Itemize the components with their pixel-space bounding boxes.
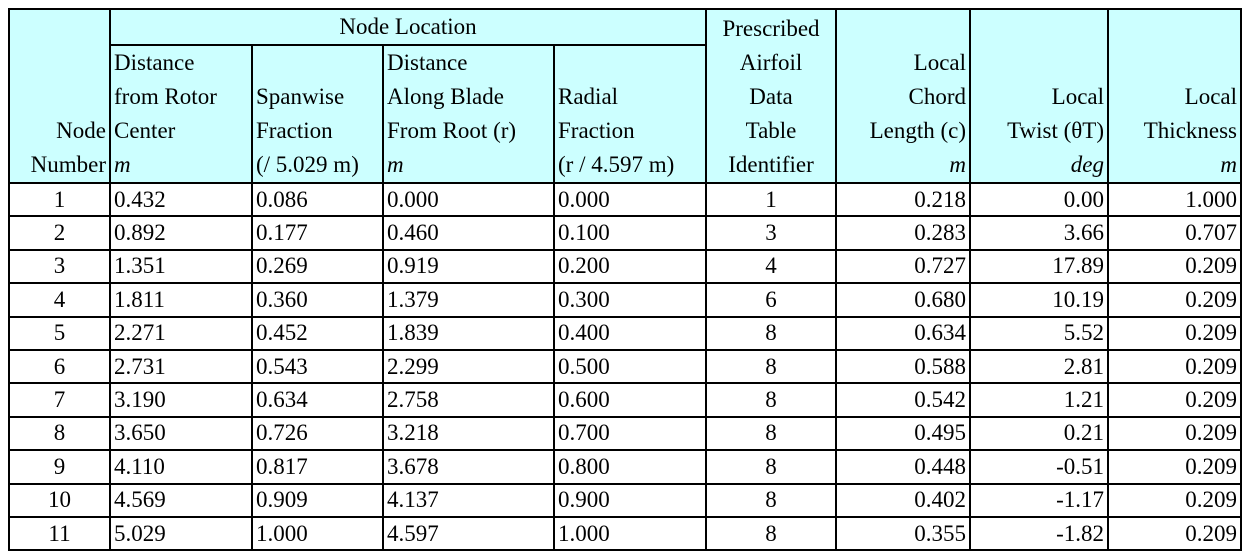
header-spanwise-fraction (252, 45, 383, 183)
cell-radial: 0.900 (554, 484, 706, 517)
cell-along: 3.218 (383, 417, 554, 450)
cell-thick: 0.209 (1108, 517, 1241, 550)
cell-span: 0.177 (252, 216, 383, 249)
header-text: Table (745, 118, 797, 143)
header-text: Fraction (256, 118, 333, 143)
header-radial-fraction (554, 45, 706, 183)
cell-node: 10 (9, 484, 110, 517)
cell-thick: 0.209 (1108, 383, 1241, 416)
table-row (9, 417, 1241, 450)
blade-node-table (8, 8, 1242, 551)
header-unit: m (1220, 152, 1238, 177)
cell-radial: 0.000 (554, 183, 706, 216)
cell-node: 7 (9, 383, 110, 416)
header-dist-rotor-center (110, 45, 252, 183)
cell-dist: 2.731 (110, 350, 252, 383)
cell-airfoil: 8 (706, 484, 836, 517)
cell-node: 8 (9, 417, 110, 450)
cell-radial: 0.400 (554, 317, 706, 350)
cell-airfoil: 3 (706, 216, 836, 249)
cell-thick: 0.209 (1108, 484, 1241, 517)
table-row (9, 283, 1241, 316)
cell-along: 0.460 (383, 216, 554, 249)
header-text: (r / 4.597 m) (558, 152, 675, 177)
table-row (9, 450, 1241, 483)
header-text: Radial (558, 84, 619, 109)
cell-node: 6 (9, 350, 110, 383)
cell-chord: 0.634 (836, 317, 970, 350)
header-text: Along Blade (387, 84, 504, 109)
cell-dist: 0.892 (110, 216, 252, 249)
table-row (9, 183, 1241, 216)
cell-twist: 2.81 (970, 350, 1108, 383)
cell-chord: 0.588 (836, 350, 970, 383)
cell-dist: 4.569 (110, 484, 252, 517)
cell-airfoil: 8 (706, 350, 836, 383)
table-row (9, 517, 1241, 550)
header-group-node-location: Node Location (110, 9, 706, 45)
header-text: Thickness (1143, 118, 1238, 143)
table-header (9, 9, 1241, 183)
cell-airfoil: 1 (706, 183, 836, 216)
cell-twist: 3.66 (970, 216, 1108, 249)
cell-chord: 0.283 (836, 216, 970, 249)
cell-node: 3 (9, 250, 110, 283)
header-unit: m (949, 152, 967, 177)
cell-radial: 0.100 (554, 216, 706, 249)
cell-along: 3.678 (383, 450, 554, 483)
header-text: From Root (r) (387, 118, 517, 143)
cell-span: 0.543 (252, 350, 383, 383)
cell-along: 4.137 (383, 484, 554, 517)
cell-twist: -1.17 (970, 484, 1108, 517)
table-row (9, 317, 1241, 350)
cell-dist: 1.351 (110, 250, 252, 283)
header-text: Local (1051, 84, 1105, 109)
header-text: (/ 5.029 m) (256, 152, 359, 177)
cell-radial: 0.300 (554, 283, 706, 316)
header-text: Prescribed (722, 16, 820, 41)
header-twist (970, 9, 1108, 183)
cell-twist: -0.51 (970, 450, 1108, 483)
cell-twist: 5.52 (970, 317, 1108, 350)
cell-span: 0.909 (252, 484, 383, 517)
header-text: Number (30, 152, 106, 177)
cell-along: 0.919 (383, 250, 554, 283)
cell-thick: 0.209 (1108, 350, 1241, 383)
cell-airfoil: 8 (706, 517, 836, 550)
cell-thick: 0.209 (1108, 417, 1241, 450)
cell-span: 0.452 (252, 317, 383, 350)
header-dist-along-blade (383, 45, 554, 183)
cell-node: 4 (9, 283, 110, 316)
cell-twist: 10.19 (970, 283, 1108, 316)
cell-chord: 0.448 (836, 450, 970, 483)
cell-radial: 1.000 (554, 517, 706, 550)
cell-span: 0.726 (252, 417, 383, 450)
cell-chord: 0.727 (836, 250, 970, 283)
cell-along: 4.597 (383, 517, 554, 550)
header-text: Local (1184, 84, 1238, 109)
table-row (9, 484, 1241, 517)
header-thickness (1108, 9, 1241, 183)
cell-along: 2.758 (383, 383, 554, 416)
header-text: Airfoil (739, 50, 803, 75)
header-text: Local (913, 50, 967, 75)
header-chord (836, 9, 970, 183)
cell-thick: 1.000 (1108, 183, 1241, 216)
cell-radial: 0.200 (554, 250, 706, 283)
cell-thick: 0.707 (1108, 216, 1241, 249)
cell-span: 0.634 (252, 383, 383, 416)
cell-chord: 0.542 (836, 383, 970, 416)
cell-node: 1 (9, 183, 110, 216)
header-text: Data (749, 84, 793, 109)
cell-airfoil: 8 (706, 450, 836, 483)
cell-airfoil: 8 (706, 383, 836, 416)
cell-thick: 0.209 (1108, 250, 1241, 283)
cell-node: 9 (9, 450, 110, 483)
table-body (9, 183, 1241, 550)
cell-thick: 0.209 (1108, 450, 1241, 483)
cell-twist: 17.89 (970, 250, 1108, 283)
cell-span: 1.000 (252, 517, 383, 550)
cell-along: 1.839 (383, 317, 554, 350)
header-text: Distance (114, 50, 195, 75)
cell-twist: 0.00 (970, 183, 1108, 216)
table-row (9, 383, 1241, 416)
cell-twist: 1.21 (970, 383, 1108, 416)
cell-dist: 5.029 (110, 517, 252, 550)
cell-radial: 0.500 (554, 350, 706, 383)
cell-node: 5 (9, 317, 110, 350)
cell-airfoil: 8 (706, 417, 836, 450)
cell-span: 0.269 (252, 250, 383, 283)
cell-node: 11 (9, 517, 110, 550)
cell-span: 0.360 (252, 283, 383, 316)
header-text: Identifier (728, 152, 814, 177)
header-text: from Rotor (114, 84, 217, 109)
header-text: Distance (387, 50, 468, 75)
header-node-number (9, 9, 110, 183)
table-row (9, 350, 1241, 383)
header-text: Node (56, 118, 106, 143)
cell-radial: 0.700 (554, 417, 706, 450)
cell-chord: 0.402 (836, 484, 970, 517)
cell-dist: 3.190 (110, 383, 252, 416)
cell-chord: 0.355 (836, 517, 970, 550)
cell-airfoil: 8 (706, 317, 836, 350)
cell-dist: 2.271 (110, 317, 252, 350)
table-row (9, 216, 1241, 249)
header-unit: m (387, 152, 404, 177)
cell-airfoil: 6 (706, 283, 836, 316)
header-unit: deg (1070, 152, 1105, 177)
cell-chord: 0.680 (836, 283, 970, 316)
cell-span: 0.817 (252, 450, 383, 483)
cell-along: 1.379 (383, 283, 554, 316)
cell-dist: 1.811 (110, 283, 252, 316)
cell-thick: 0.209 (1108, 283, 1241, 316)
cell-span: 0.086 (252, 183, 383, 216)
cell-dist: 4.110 (110, 450, 252, 483)
header-airfoil-id (706, 9, 836, 183)
cell-chord: 0.218 (836, 183, 970, 216)
cell-dist: 0.432 (110, 183, 252, 216)
header-text: Center (114, 118, 176, 143)
cell-radial: 0.800 (554, 450, 706, 483)
cell-chord: 0.495 (836, 417, 970, 450)
cell-along: 2.299 (383, 350, 554, 383)
header-text: Twist (θT) (1007, 118, 1105, 143)
header-text: Fraction (558, 118, 635, 143)
header-text: Length (c) (869, 118, 967, 143)
cell-airfoil: 4 (706, 250, 836, 283)
cell-radial: 0.600 (554, 383, 706, 416)
header-unit: m (114, 152, 131, 177)
cell-twist: 0.21 (970, 417, 1108, 450)
cell-node: 2 (9, 216, 110, 249)
table-row (9, 250, 1241, 283)
cell-dist: 3.650 (110, 417, 252, 450)
cell-thick: 0.209 (1108, 317, 1241, 350)
cell-along: 0.000 (383, 183, 554, 216)
header-text: Chord (908, 84, 967, 109)
cell-twist: -1.82 (970, 517, 1108, 550)
header-text: Spanwise (256, 84, 345, 109)
